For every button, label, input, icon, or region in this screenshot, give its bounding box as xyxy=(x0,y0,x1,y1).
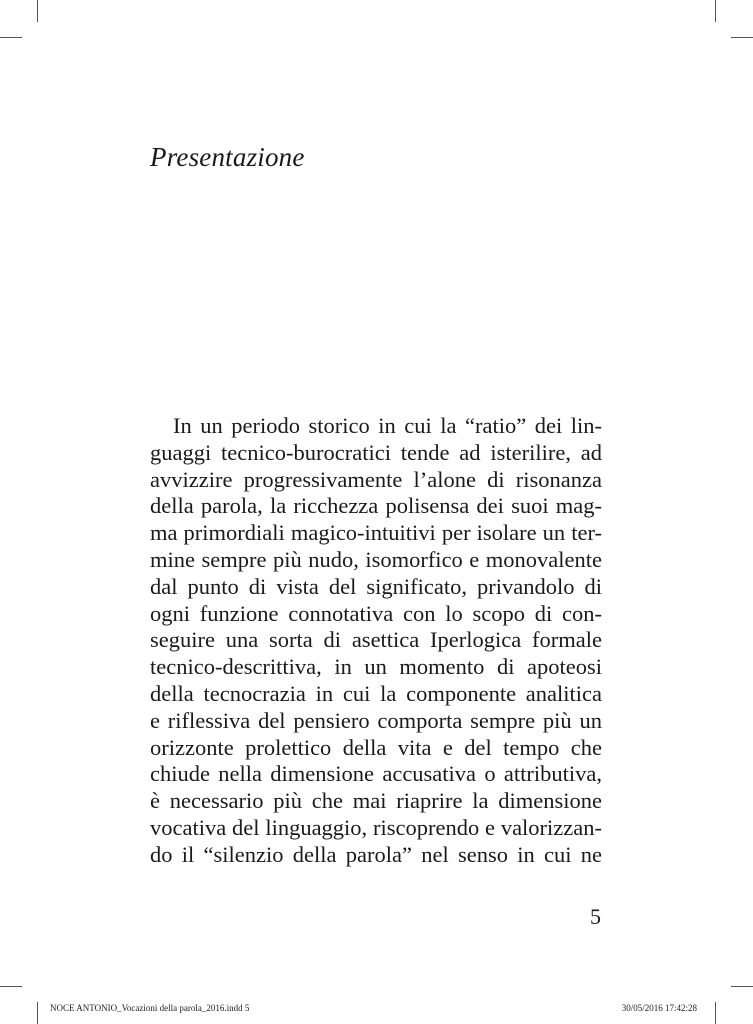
body-line: dal punto di vista del significato, privandolo di xyxy=(150,573,602,599)
crop-mark-top-left-vertical xyxy=(37,0,38,22)
body-line: e riflessiva del pensiero comporta sempre più un xyxy=(150,707,602,733)
crop-mark-top-left-horizontal xyxy=(0,37,22,38)
body-line: guaggi tecnico-burocratici tende ad isterilire, ad xyxy=(150,439,602,465)
body-line: mine sempre più nudo, isomorfico e monovalente xyxy=(150,546,602,572)
slug-timestamp: 30/05/2016 17:42:28 xyxy=(621,1003,697,1013)
body-line: tecnico-descrittiva, in un momento di apoteosi xyxy=(150,654,602,680)
crop-mark-bottom-right-vertical xyxy=(715,1002,716,1024)
body-line: della parola, la ricchezza polisensa dei suoi mag- xyxy=(150,493,602,519)
body-line: seguire una sorta di asettica Iperlogica formale xyxy=(150,627,602,653)
body-paragraph xyxy=(150,413,602,869)
body-line: è necessario più che mai riaprire la dimensione xyxy=(150,788,602,814)
body-line: della tecnocrazia in cui la componente analitica xyxy=(150,680,602,706)
body-line: do il “silenzio della parola” nel senso in cui ne xyxy=(150,841,602,867)
crop-mark-bottom-left-vertical xyxy=(37,1002,38,1024)
body-line: ma primordiali magico-intuitivi per isolare un ter- xyxy=(150,520,602,546)
crop-mark-top-right-vertical xyxy=(715,0,716,22)
body-line: vocativa del linguaggio, riscoprendo e valorizzan- xyxy=(150,814,602,840)
page-number: 5 xyxy=(590,904,601,929)
crop-mark-bottom-right-horizontal xyxy=(731,986,753,987)
body-line: ogni funzione connotativa con lo scopo di con- xyxy=(150,600,602,626)
crop-mark-top-right-horizontal xyxy=(731,37,753,38)
crop-mark-bottom-left-horizontal xyxy=(0,986,22,987)
slug-filename: NOCE ANTONIO_Vocazioni della parola_2016.indd 5 xyxy=(50,1003,250,1013)
body-line: avvizzire progressivamente l’alone di risonanza xyxy=(150,466,602,492)
body-line: orizzonte prolettico della vita e del tempo che xyxy=(150,734,602,760)
body-line: In un periodo storico in cui la “ratio” dei lin- xyxy=(173,413,602,438)
body-line: chiude nella dimensione accusativa o attributiva, xyxy=(150,761,602,787)
chapter-title: Presentazione xyxy=(150,142,305,172)
